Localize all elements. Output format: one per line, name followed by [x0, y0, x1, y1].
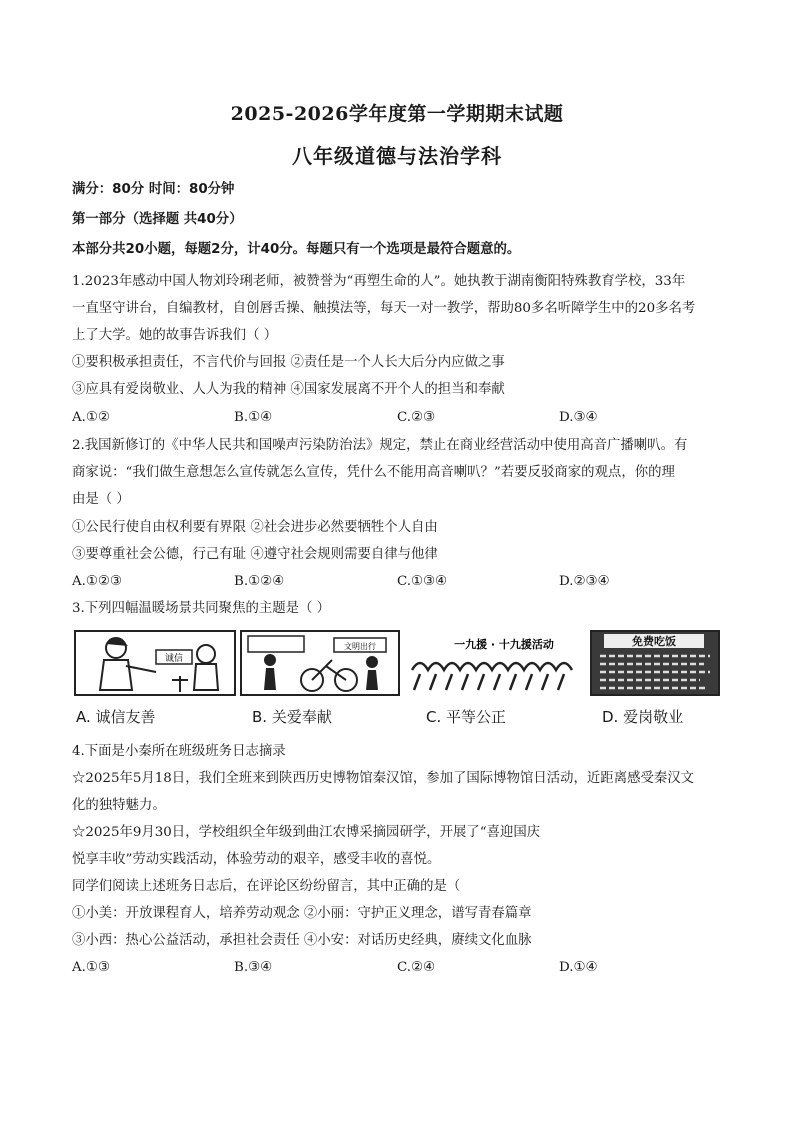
- q3-caption-d[interactable]: D. 爱岗敬业: [602, 708, 684, 726]
- q1-statement: ①要积极承担责任，不言代价与回报 ②责任是一个人长大后分内应做之事: [72, 355, 505, 370]
- cartoon-bicycle-volunteers-icon: [240, 630, 400, 696]
- pic-a-sign: 诚信: [164, 654, 184, 664]
- q3-stem: 3.下列四幅温暖场景共同聚焦的主题是（ ）: [72, 601, 331, 616]
- q2-option-d[interactable]: D.②③④: [559, 574, 610, 589]
- q1-line: 上了大学。她的故事告诉我们（ ）: [72, 328, 278, 343]
- score-time-line: 满分：80分 时间：80分钟: [72, 182, 235, 197]
- q2-option-a[interactable]: A.①②③: [72, 574, 122, 589]
- q3-caption-b[interactable]: B. 关爱奉献: [252, 708, 332, 726]
- pic-c-sign: 一九援 · 十九援活动: [454, 638, 554, 651]
- q3-image-row: [74, 630, 720, 698]
- pic-b-sign: 文明出行: [344, 642, 376, 651]
- q4-line: 化的独特魅力。: [72, 798, 166, 813]
- q1-line: 1.2023年感动中国人物刘玲琍老师，被赞誉为“再塑生命的人”。她执教于湖南衡阳特殊教育学校，33年: [72, 274, 686, 289]
- q4-line: ☆2025年9月30日，学校组织全年级到曲江农博采摘园研学，开展了“喜迎国庆: [72, 825, 541, 840]
- q1-option-a[interactable]: A.①②: [72, 410, 110, 425]
- q1-statement: ③应具有爱岗敬业、人人为我的精神 ④国家发展离不开个人的担当和奉献: [72, 382, 505, 397]
- exam-title: 2025-2026学年度第一学期期末试题: [230, 103, 564, 125]
- q4-line: 悦享丰收”劳动实践活动，体验劳动的艰辛，感受丰收的喜悦。: [72, 852, 441, 867]
- q4-option-c[interactable]: C.②④: [397, 960, 436, 975]
- q2-line: 2.我国新修订的《中华人民共和国噪声污染防治法》规定，禁止在商业经营活动中使用高音广播喇叭。有: [72, 438, 688, 453]
- q1-option-d[interactable]: D.③④: [559, 410, 598, 425]
- cartoon-free-meal-board-icon: [590, 630, 720, 696]
- q4-line: ☆2025年5月18日，我们全班来到陕西历史博物馆秦汉馆，参加了国际博物馆日活动，近距离感受秦汉文: [72, 771, 695, 786]
- q2-line: 商家说：“我们做生意想怎么宣传就怎么宣传，凭什么不能用高音喇叭？”若要反驳商家的观点，你的理: [72, 465, 675, 480]
- q3-caption-c[interactable]: C. 平等公正: [426, 708, 507, 726]
- q1-option-b[interactable]: B.①④: [234, 410, 273, 425]
- exam-subtitle: 八年级道德与法治学科: [292, 144, 502, 168]
- q4-statement: ③小西：热心公益活动，承担社会责任 ④小安：对话历史经典，赓续文化血脉: [72, 933, 532, 948]
- q1-option-c[interactable]: C.②③: [397, 410, 436, 425]
- q2-option-b[interactable]: B.①②④: [234, 574, 285, 589]
- cartoon-helping-elder-icon: [74, 630, 236, 696]
- q4-line: 4.下面是小秦所在班级班务日志摘录: [72, 744, 286, 759]
- cartoon-hands-activity-icon: [404, 630, 586, 696]
- q4-option-d[interactable]: D.①④: [559, 960, 598, 975]
- q3-caption-a[interactable]: A. 诚信友善: [76, 708, 156, 726]
- q2-option-c[interactable]: C.①③④: [397, 574, 448, 589]
- q2-statement: ③要尊重社会公德，行己有耻 ④遵守社会规则需要自律与他律: [72, 547, 438, 562]
- q2-statement: ①公民行使自由权利要有界限 ②社会进步必然要牺牲个人自由: [72, 520, 438, 535]
- part-heading: 第一部分（选择题 共40分）: [72, 212, 243, 227]
- instructions: 本部分共20小题，每题2分，计40分。每题只有一个选项是最符合题意的。: [72, 242, 521, 257]
- q4-option-b[interactable]: B.③④: [234, 960, 273, 975]
- q4-line: 同学们阅读上述班务日志后，在评论区纷纷留言，其中正确的是（: [72, 879, 461, 894]
- q1-line: 一直坚守讲台，自编教材，自创唇舌操、触摸法等，每天一对一教学，帮助80多名听障学生中的20多名考: [72, 301, 696, 316]
- q4-statement: ①小美：开放课程育人，培养劳动观念 ②小丽：守护正义理念，谱写青春篇章: [72, 906, 532, 921]
- q4-option-a[interactable]: A.①③: [72, 960, 110, 975]
- pic-d-sign: 免费吃饭: [632, 635, 676, 648]
- q2-line: 由是（ ）: [72, 492, 130, 507]
